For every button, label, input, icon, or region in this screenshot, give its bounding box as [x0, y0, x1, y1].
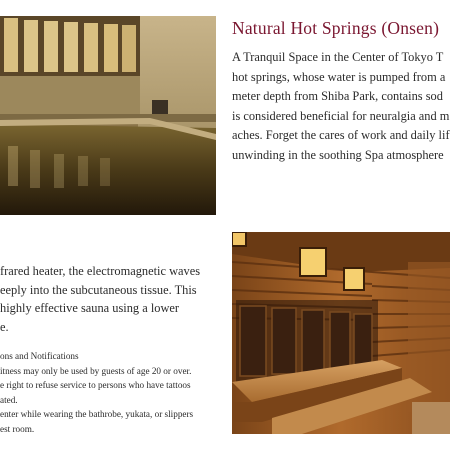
notification-line: est room. [0, 423, 35, 434]
onsen-description [232, 48, 450, 165]
notifications-heading: ons and Notifications [0, 351, 79, 361]
onsen-description-line: unwinding in the soothing Spa atmosphere [232, 147, 444, 162]
onsen-description-line: hot springs, whose water is pumped from a [232, 69, 446, 84]
sauna-description-line: e. [0, 319, 9, 334]
sauna-description-line: highly effective sauna using a lower [0, 301, 180, 315]
hot-spring-photo [0, 16, 216, 215]
notification-line: ated. [0, 394, 18, 405]
page-title: Natural Hot Springs (Onsen) [232, 18, 440, 38]
onsen-description-line: A Tranquil Space in the Center of Tokyo T [232, 50, 444, 64]
sauna-description-line: eeply into the subcutaneous tissue. This [0, 282, 197, 297]
notification-line: e right to refuse service to persons who have tattoos [0, 380, 191, 391]
sauna-description-line: frared heater, the electromagnetic waves [0, 264, 201, 278]
sauna-photo [232, 232, 450, 434]
onsen-description-line: meter depth from Shiba Park, contains sod [232, 89, 443, 103]
sauna-description [0, 262, 225, 336]
notification-line: enter while wearing the bathrobe, yukata, or slippers [0, 409, 194, 420]
onsen-description-line: is considered beneficial for neuralgia and m [232, 108, 450, 123]
onsen-description-line: aches. Forget the cares of work and daily lif [232, 128, 450, 142]
notifications [0, 349, 228, 437]
notification-line: itness may only be used by guests of age 20 or over. [0, 365, 192, 376]
